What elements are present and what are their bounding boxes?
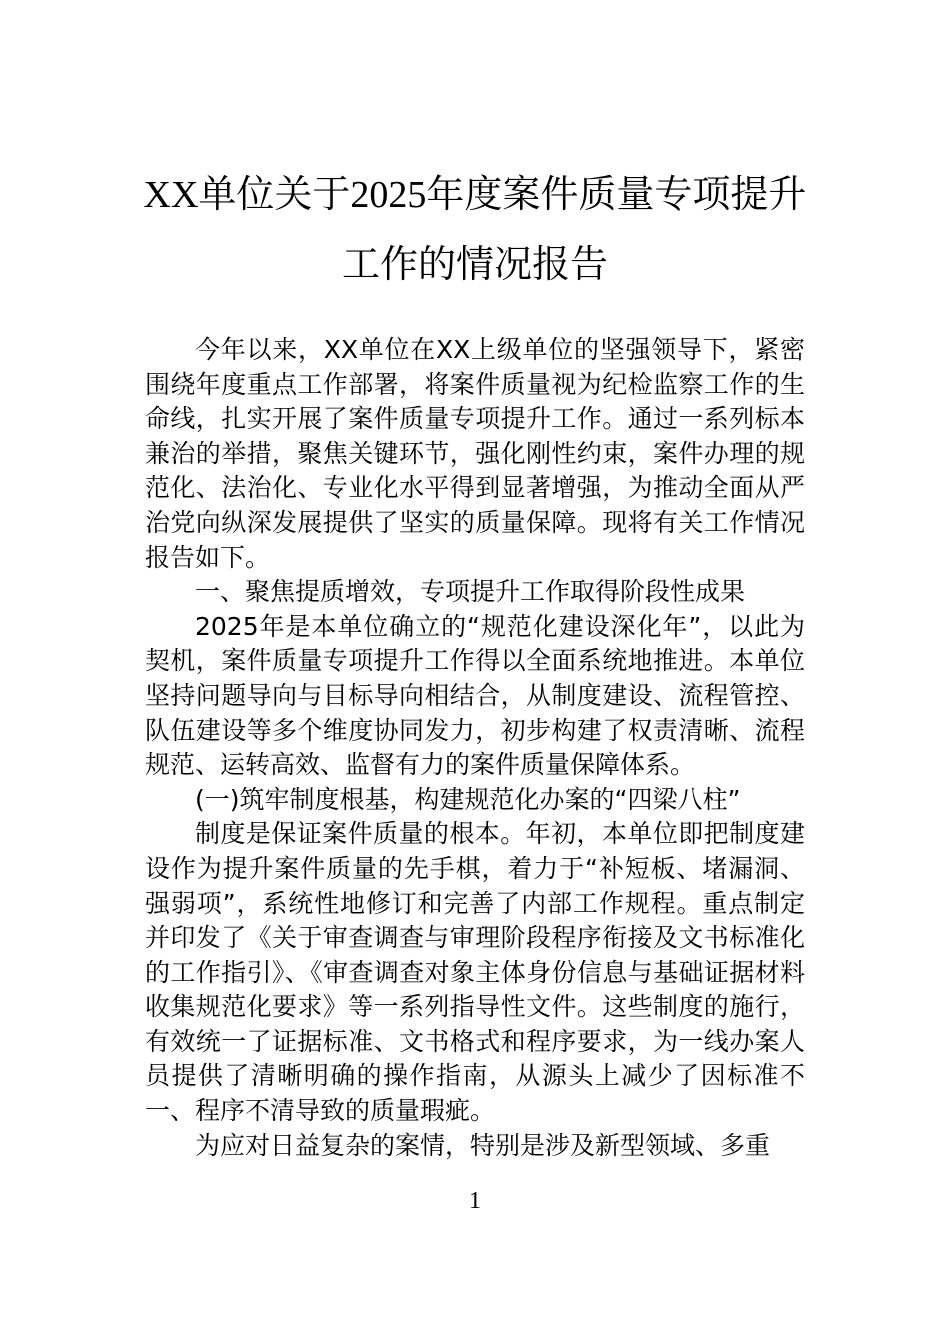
page-number: 1 — [469, 1188, 481, 1214]
section-heading-1: 一、聚焦提质增效，专项提升工作取得阶段性成果 — [195, 577, 746, 607]
paragraph-4: 为应对日益复杂的案情，特别是涉及新型领域、多重 — [195, 1130, 771, 1160]
intro-paragraph: 今年以来，XX单位在XX上级单位的坚强领导下，紧密围绕年度重点工作部署，将案件质量视为纪检监察工作的生命线，扎实开展了案件质量专项提升工作。通过一系列标本兼治的举措，聚焦关键环节，强化刚性约束，案件办理的规范化、法治化、专业化水平得到显著增强，为推动全面从严治党向纵深发展提供了坚实的质量保障。现将有关工作情况报告如下。 — [145, 335, 805, 572]
subheading-1: (一)筑牢制度根基，构建规范化办案的“四梁八柱” — [195, 784, 741, 814]
paragraph-3: 制度是保证案件质量的根本。年初，本单位即把制度建设作为提升案件质量的先手棋，着力于“补短板、堵漏洞、强弱项”，系统性地修订和完善了内部工作规程。重点制定并印发了《关于审查调查与审理阶段程序衔接及文书标准化的工作指引》、《审查调查对象主体身份信息与基础证据材料收集规范化要求》等一系列指导性文件。这些制度的施行，有效统一了证据标准、文书格式和程序要求，为一线办案人员提供了清晰明确的操作指南，从源头上减少了因标准不一、程序不清导致的质量瑕疵。 — [145, 819, 805, 1126]
document-body — [145, 333, 805, 1163]
paragraph-2: 2025年是本单位确立的“规范化建设深化年”，以此为契机，案件质量专项提升工作得以全面系统地推进。本单位坚持问题导向与目标导向相结合，从制度建设、流程管控、队伍建设等多个维度协同发力，初步构建了权责清晰、流程规范、运转高效、监督有力的案件质量保障体系。 — [145, 611, 805, 780]
document-title-line-1: XX单位关于2025年度案件质量专项提升 — [143, 174, 807, 216]
document-title-line-2: 工作的情况报告 — [341, 244, 608, 286]
